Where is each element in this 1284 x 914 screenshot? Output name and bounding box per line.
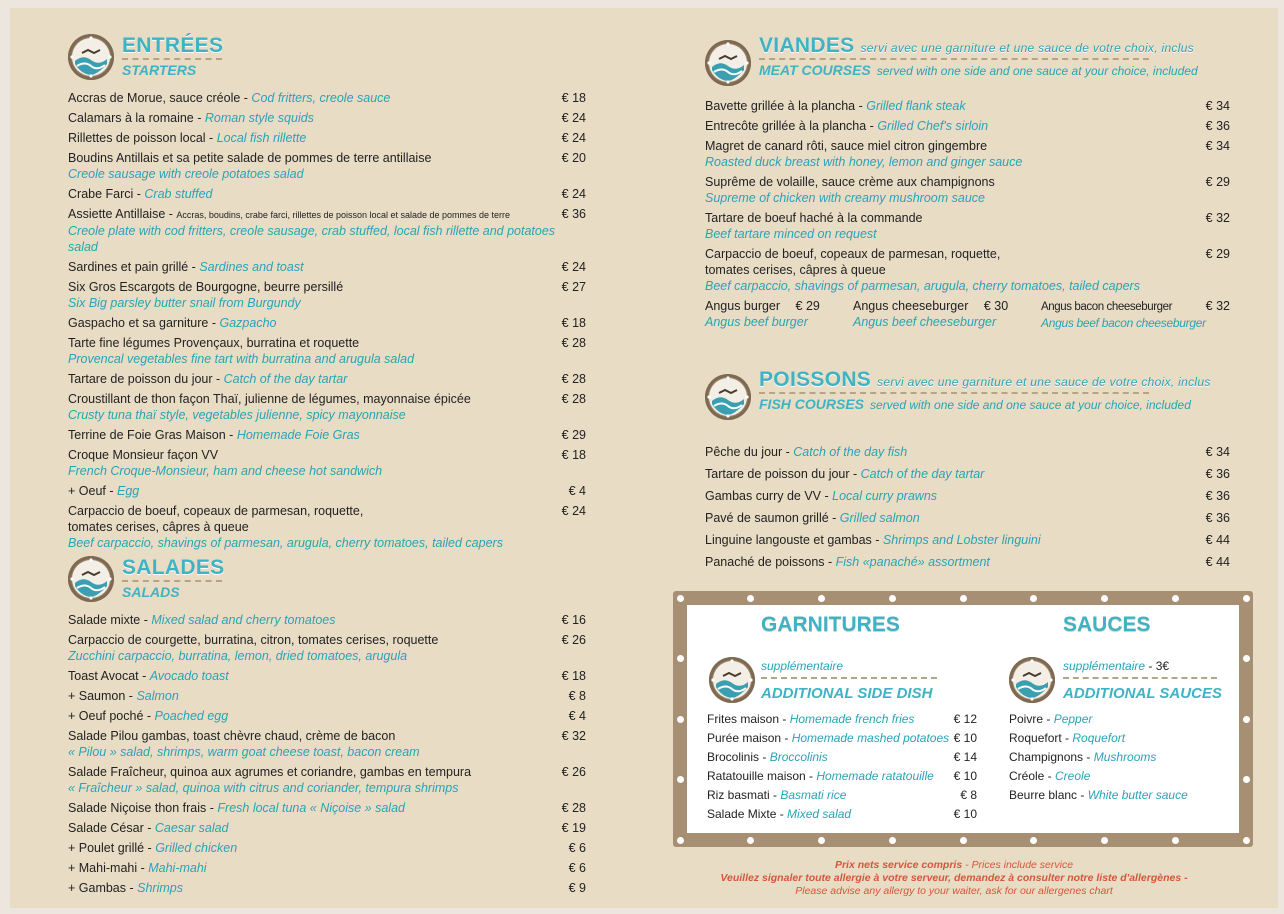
burger-fr: Angus cheeseburger	[853, 299, 969, 313]
item-name-fr: Gaspacho et sa garniture -	[68, 316, 220, 330]
menu-item	[68, 860, 586, 876]
item-name-fr: + Mahi-mahi -	[68, 861, 149, 875]
frame-dot	[747, 837, 754, 844]
item-name-fr: Pavé de saumon grillé -	[705, 511, 840, 525]
item-name-en: Six Big parsley butter snail from Burgundy	[68, 296, 301, 310]
frame-dot	[1243, 776, 1250, 783]
item-name-fr: + Saumon -	[68, 689, 137, 703]
poissons-section	[705, 368, 1230, 576]
item-price: € 34	[1205, 99, 1230, 113]
poissons-subnote: served with one side and one sauce at your choice, included	[870, 398, 1191, 412]
item-name-en: Roman style squids	[204, 111, 314, 125]
item-price: € 28	[561, 336, 586, 350]
boat-wave-logo-icon	[709, 657, 755, 703]
item-price: € 34	[1205, 139, 1230, 153]
item-name-fr: Tartare de poisson du jour -	[68, 372, 224, 386]
menu-item	[68, 708, 586, 724]
item-name-en: Supreme of chicken with creamy mushroom sauce	[705, 191, 985, 205]
item-price: € 18	[561, 91, 586, 105]
divider	[1063, 677, 1217, 679]
viandes-header	[705, 34, 1230, 92]
sauces-title: SAUCES	[1063, 613, 1151, 636]
item-name-en: Grilled chicken	[155, 841, 238, 855]
item-name-fr: Salade mixte -	[68, 613, 152, 627]
sauces-sup-text: supplémentaire	[1063, 659, 1146, 673]
viandes-subtitle	[759, 62, 1198, 78]
salades-section	[68, 556, 586, 900]
item-price: € 20	[561, 151, 586, 165]
menu-item	[705, 138, 1230, 170]
entrees-title: ENTRÉES	[122, 34, 224, 57]
item-price: € 28	[561, 372, 586, 386]
menu-item	[68, 820, 586, 836]
menu-item	[68, 668, 586, 684]
item-name-fr: Magret de canard rôti, sauce miel citron gingembre	[705, 139, 988, 153]
item-name-en: « Pilou » salad, shrimps, warm goat cheese toast, bacon cream	[68, 745, 420, 759]
item-price: € 32	[561, 729, 586, 743]
item-name-en: Catch of the day fish	[793, 445, 908, 459]
item-name-fr: Croustillant de thon façon Thaï, julienne de légumes, mayonnaise épicée	[68, 392, 471, 406]
item-name-en: Creole	[1055, 769, 1091, 783]
item-name-en: Mushrooms	[1093, 750, 1157, 764]
item-name-fr: Carpaccio de boeuf, copeaux de parmesan, roquette,	[705, 247, 1001, 261]
burger-item	[1041, 298, 1230, 331]
menu-item	[705, 210, 1230, 242]
garnitures-sup: supplémentaire	[761, 659, 844, 673]
sauces-sup	[1063, 659, 1169, 673]
item-name-en: Mixed salad and cherry tomatoes	[151, 613, 336, 627]
menu-item	[68, 335, 586, 367]
item-name-fr: Boudins Antillais et sa petite salade de pommes de terre antillaise	[68, 151, 432, 165]
item-name-fr: Bavette grillée à la plancha -	[705, 99, 867, 113]
item-price: € 24	[561, 131, 586, 145]
frame-dot	[1172, 837, 1179, 844]
menu-item	[68, 764, 586, 796]
item-name-fr: Sardines et pain grillé -	[68, 260, 200, 274]
viandes-list	[705, 98, 1230, 294]
burger-price: € 32	[1205, 299, 1230, 313]
menu-item	[707, 806, 977, 822]
menu-item	[68, 503, 586, 551]
menu-item	[68, 90, 586, 106]
item-price: € 29	[1205, 247, 1230, 261]
menu-item	[68, 315, 586, 331]
item-name-en: Broccolinis	[769, 750, 828, 764]
menu-item	[68, 728, 586, 760]
item-name-fr: Pêche du jour -	[705, 445, 794, 459]
item-name-fr: Terrine de Foie Gras Maison -	[68, 428, 237, 442]
menu-page	[10, 8, 1278, 908]
garnitures-subtitle: ADDITIONAL SIDE DISH	[761, 685, 933, 702]
item-name-en: Cod fritters, creole sauce	[251, 91, 391, 105]
menu-item	[707, 711, 977, 727]
menu-item	[68, 186, 586, 202]
burger-en: Angus beef bacon cheeseburger	[1041, 316, 1206, 330]
poissons-note: servi avec une garniture et une sauce de votre choix, inclus	[877, 375, 1211, 389]
item-price: € 9	[568, 881, 586, 895]
footer-prices-en: - Prices include service	[962, 859, 1074, 871]
item-name-fr: Calamars à la romaine -	[68, 111, 205, 125]
frame-dot	[1030, 837, 1037, 844]
burger-en: Angus beef burger	[705, 315, 808, 329]
item-price: € 29	[1205, 175, 1230, 189]
sides-sauces-box	[673, 591, 1253, 847]
item-name-fr: Rillettes de poisson local -	[68, 131, 217, 145]
item-name-fr: Créole -	[1009, 769, 1056, 783]
item-name-fr: Beurre blanc -	[1009, 788, 1088, 802]
menu-item	[705, 98, 1230, 114]
item-name-fr: Carpaccio de courgette, burratina, citron, tomates cerises, roquette	[68, 633, 439, 647]
item-name-fr: Tartare de boeuf haché à la commande	[705, 211, 923, 225]
item-price: € 36	[1205, 119, 1230, 133]
item-name-fr-cont: tomates cerises, câpres à queue	[68, 520, 249, 534]
item-name-en: Creole plate with cod fritters, creole sausage, crab stuffed, local fish rillette and potatoes salad	[68, 224, 556, 254]
item-name-en: Poached egg	[154, 709, 229, 723]
menu-item	[68, 259, 586, 275]
item-name-en: « Fraîcheur » salad, quinoa with citrus and coriander, tempura shrimps	[68, 781, 459, 795]
poissons-subtitle	[759, 396, 1191, 412]
item-name-en: Egg	[116, 484, 140, 498]
frame-dot	[677, 837, 684, 844]
frame-dot	[1172, 595, 1179, 602]
frame-dot	[1243, 716, 1250, 723]
frame-dot	[1243, 595, 1250, 602]
item-name-en: Local curry prawns	[832, 489, 938, 503]
item-name-fr: Tarte fine légumes Provençaux, burratina et roquette	[68, 336, 360, 350]
item-name-fr: Poivre -	[1009, 712, 1054, 726]
viandes-section	[705, 34, 1230, 332]
menu-item	[68, 391, 586, 423]
sides-sauces-panel	[687, 605, 1239, 833]
item-name-fr: Croque Monsieur façon VV	[68, 448, 219, 462]
entrees-header	[68, 34, 586, 86]
poissons-title-text: POISSONS	[759, 368, 872, 391]
item-price: € 36	[1205, 467, 1230, 481]
item-price: € 10	[953, 731, 977, 745]
item-price: € 10	[953, 769, 977, 783]
item-name-fr: Riz basmati -	[707, 788, 781, 802]
item-name-en: Beef carpaccio, shavings of parmesan, arugula, cherry tomatoes, tailed capers	[705, 279, 1140, 293]
boat-wave-logo-icon	[1009, 657, 1055, 703]
garnitures-title: GARNITURES	[761, 613, 900, 636]
menu-item	[707, 768, 977, 784]
item-name-fr: Carpaccio de boeuf, copeaux de parmesan, roquette,	[68, 504, 364, 518]
item-price: € 4	[568, 709, 586, 723]
footer-notes	[664, 859, 1244, 898]
item-name-fr: + Oeuf poché -	[68, 709, 155, 723]
item-name-en: Homemade french fries	[789, 712, 915, 726]
frame-dot	[889, 837, 896, 844]
item-name-fr: Suprême de volaille, sauce crème aux champignons	[705, 175, 995, 189]
footer-line3: Please advise any allergy to your waiter, ask for our allergenes chart	[795, 885, 1113, 897]
item-name-en: Sardines and toast	[199, 260, 304, 274]
item-name-en: Grilled salmon	[839, 511, 920, 525]
menu-item	[1009, 749, 1229, 765]
item-price: € 27	[561, 280, 586, 294]
item-name-fr: Roquefort -	[1009, 731, 1073, 745]
item-price: € 18	[561, 316, 586, 330]
item-price: € 6	[568, 861, 586, 875]
frame-dot	[960, 837, 967, 844]
sauces-subtitle: ADDITIONAL SAUCES	[1063, 685, 1222, 702]
boat-wave-logo-icon	[68, 556, 114, 602]
sauces-sup-price: - 3€	[1145, 659, 1170, 673]
item-name-en: Grilled Chef's sirloin	[877, 119, 989, 133]
item-price: € 6	[568, 841, 586, 855]
item-name-fr: Panaché de poissons -	[705, 555, 836, 569]
item-price: € 14	[953, 750, 977, 764]
burger-fr: Angus bacon cheeseburger	[1041, 301, 1173, 313]
item-name-en: Mahi-mahi	[148, 861, 207, 875]
menu-item	[707, 787, 977, 803]
item-name-fr: Purée maison -	[707, 731, 792, 745]
divider	[761, 677, 937, 679]
menu-item	[68, 371, 586, 387]
item-price: € 44	[1205, 555, 1230, 569]
menu-item	[705, 174, 1230, 206]
item-name-fr: Brocolinis -	[707, 750, 770, 764]
item-name-en: Pepper	[1053, 712, 1093, 726]
item-name-fr: + Oeuf -	[68, 484, 117, 498]
burger-price: € 30	[983, 299, 1009, 313]
menu-item	[705, 466, 1230, 482]
divider	[759, 58, 1149, 60]
item-name-fr: Salade César -	[68, 821, 155, 835]
item-price: € 24	[561, 187, 586, 201]
viandes-note: servi avec une garniture et une sauce de votre choix, inclus	[860, 41, 1194, 55]
item-name-fr: Salade Fraîcheur, quinoa aux agrumes et coriandre, gambas en tempura	[68, 765, 472, 779]
divider	[122, 58, 222, 60]
item-price: € 8	[568, 689, 586, 703]
poissons-list	[705, 444, 1230, 570]
sauces-list	[1009, 711, 1229, 806]
viandes-subnote: served with one side and one sauce at your choice, included	[876, 64, 1198, 78]
item-name-en: Fish «panaché» assortment	[835, 555, 990, 569]
item-name-en: Local fish rillette	[216, 131, 307, 145]
item-name-en: Crusty tuna thaï style, vegetables julienne, spicy mayonnaise	[68, 408, 406, 422]
frame-dot	[960, 595, 967, 602]
item-name-en: Gazpacho	[219, 316, 277, 330]
item-name-fr: Salade Niçoise thon frais -	[68, 801, 218, 815]
menu-item	[68, 279, 586, 311]
menu-item	[68, 130, 586, 146]
item-name-fr: Ratatouille maison -	[707, 769, 817, 783]
item-name-en: Roasted duck breast with honey, lemon and ginger sauce	[705, 155, 1023, 169]
menu-item	[1009, 787, 1229, 803]
menu-item	[1009, 768, 1229, 784]
burger-item	[705, 298, 820, 330]
item-price: € 28	[561, 392, 586, 406]
frame-dot	[677, 595, 684, 602]
menu-item	[68, 110, 586, 126]
item-price: € 34	[1205, 445, 1230, 459]
item-price: € 36	[1205, 489, 1230, 503]
item-price: € 24	[561, 504, 586, 518]
item-price: € 18	[561, 669, 586, 683]
item-name-fr-cont: tomates cerises, câpres à queue	[705, 263, 886, 277]
frame-dot	[677, 716, 684, 723]
frame-dot	[889, 595, 896, 602]
item-price: € 4	[568, 484, 586, 498]
item-name-en: Caesar salad	[154, 821, 229, 835]
frame-dot	[1101, 837, 1108, 844]
item-name-en: Salmon	[136, 689, 179, 703]
item-name-en: Shrimps and Lobster linguini	[882, 533, 1041, 547]
menu-item	[705, 488, 1230, 504]
burger-en: Angus beef cheeseburger	[853, 315, 997, 329]
item-name-en: Roquefort	[1072, 731, 1126, 745]
burger-row	[705, 298, 1230, 332]
boat-wave-logo-icon	[705, 40, 751, 86]
item-price: € 36	[1205, 511, 1230, 525]
frame-dot	[747, 595, 754, 602]
menu-item	[707, 730, 977, 746]
frame-dot	[818, 595, 825, 602]
item-price: € 28	[561, 801, 586, 815]
item-name-fr: Gambas curry de VV -	[705, 489, 833, 503]
menu-item	[68, 483, 586, 499]
item-price: € 29	[561, 428, 586, 442]
item-name-en: Crab stuffed	[144, 187, 213, 201]
salades-title: SALADES	[122, 556, 225, 579]
item-name-en: Avocado toast	[149, 669, 229, 683]
item-name-en: Beef tartare minced on request	[705, 227, 877, 241]
poissons-header	[705, 368, 1230, 430]
item-price: € 12	[953, 712, 977, 726]
item-price: € 8	[960, 788, 977, 802]
menu-item	[705, 532, 1230, 548]
item-name-fr: Assiette Antillaise -	[68, 207, 177, 221]
frame-dot	[818, 837, 825, 844]
menu-item	[68, 447, 586, 479]
item-name-fr: Toast Avocat -	[68, 669, 150, 683]
item-price: € 26	[561, 765, 586, 779]
item-name-en: Creole sausage with creole potatoes salad	[68, 167, 304, 181]
item-name-fr: Crabe Farci -	[68, 187, 145, 201]
salades-header	[68, 556, 586, 608]
item-price: € 19	[561, 821, 586, 835]
menu-item	[68, 800, 586, 816]
item-name-en: White butter sauce	[1087, 788, 1188, 802]
item-name-en: Grilled flank steak	[866, 99, 966, 113]
item-name-en: Basmati rice	[780, 788, 847, 802]
divider	[122, 580, 222, 582]
boat-wave-logo-icon	[705, 374, 751, 420]
viandes-title-text: VIANDES	[759, 34, 855, 57]
item-name-fr: Entrecôte grillée à la plancha -	[705, 119, 878, 133]
item-name-en: Zucchini carpaccio, burratina, lemon, dried tomatoes, arugula	[68, 649, 408, 663]
menu-item	[705, 510, 1230, 526]
item-name-en: Fresh local tuna « Niçoise » salad	[217, 801, 405, 815]
burger-fr: Angus burger	[705, 299, 781, 313]
viandes-title	[759, 34, 1194, 58]
item-name-en: French Croque-Monsieur, ham and cheese hot sandwich	[68, 464, 383, 478]
menu-item	[705, 118, 1230, 134]
item-price: € 18	[561, 448, 586, 462]
menu-item	[68, 688, 586, 704]
item-name-en: Homemade Foie Gras	[236, 428, 360, 442]
item-name-fr: Six Gros Escargots de Bourgogne, beurre persillé	[68, 280, 344, 294]
item-name-fr: Accras de Morue, sauce créole -	[68, 91, 252, 105]
menu-item	[705, 554, 1230, 570]
frame-dot	[1101, 595, 1108, 602]
item-price: € 32	[1205, 211, 1230, 225]
footer-line1	[664, 859, 1244, 872]
entrees-list	[68, 90, 586, 551]
divider	[759, 392, 1149, 394]
item-name-fr: + Poulet grillé -	[68, 841, 156, 855]
item-price: € 24	[561, 111, 586, 125]
item-name-fr: Champignons -	[1009, 750, 1094, 764]
menu-item	[1009, 730, 1229, 746]
item-name-en: Homemade ratatouille	[816, 769, 934, 783]
entrees-subtitle: STARTERS	[122, 62, 197, 78]
menu-item	[68, 206, 586, 255]
item-name-en: Provencal vegetables fine tart with burratina and arugula salad	[68, 352, 415, 366]
item-name-fr: Salade Pilou gambas, toast chèvre chaud, crème de bacon	[68, 729, 396, 743]
frame-dot	[1243, 655, 1250, 662]
item-price: € 44	[1205, 533, 1230, 547]
menu-item	[68, 880, 586, 896]
menu-item	[68, 612, 586, 628]
frame-dot	[677, 655, 684, 662]
menu-item	[705, 246, 1230, 294]
menu-item	[68, 632, 586, 664]
poissons-subtitle-text: FISH COURSES	[759, 396, 865, 412]
item-price: € 10	[953, 807, 977, 821]
frame-dot	[677, 776, 684, 783]
item-name-en: Shrimps	[137, 881, 183, 895]
item-name-en: Catch of the day tartar	[860, 467, 985, 481]
salades-subtitle: SALADS	[122, 584, 180, 600]
poissons-title	[759, 368, 1211, 392]
menu-item	[68, 427, 586, 443]
entrees-section	[68, 34, 586, 555]
footer-line2: Veuillez signaler toute allergie à votre serveur, demandez à consulter notre liste d'allergènes -	[720, 872, 1188, 884]
boat-wave-logo-icon	[68, 34, 114, 80]
menu-item	[68, 840, 586, 856]
menu-item	[707, 749, 977, 765]
item-name-fr: Salade Mixte -	[707, 807, 788, 821]
item-price: € 16	[561, 613, 586, 627]
menu-item	[68, 150, 586, 182]
frame-dot	[1243, 837, 1250, 844]
salades-list	[68, 612, 586, 896]
item-price: € 36	[561, 207, 586, 221]
garnitures-list	[707, 711, 977, 825]
item-name-fr: Tartare de poisson du jour -	[705, 467, 861, 481]
item-name-fr: + Gambas -	[68, 881, 138, 895]
item-price: € 24	[561, 260, 586, 274]
frame-dot	[1030, 595, 1037, 602]
item-name-en: Catch of the day tartar	[223, 372, 348, 386]
menu-item	[705, 444, 1230, 460]
item-price: € 26	[561, 633, 586, 647]
item-detail-fr: Accras, boudins, crabe farci, rillettes de poisson local et salade de pommes de terre	[176, 210, 511, 220]
item-name-fr: Linguine langouste et gambas -	[705, 533, 883, 547]
item-name-en: Mixed salad	[787, 807, 852, 821]
footer-prices-fr: Prix nets service compris	[834, 859, 963, 871]
viandes-subtitle-text: MEAT COURSES	[759, 62, 871, 78]
burger-item	[853, 298, 1008, 330]
item-name-en: Beef carpaccio, shavings of parmesan, arugula, cherry tomatoes, tailed capers	[68, 536, 503, 550]
burger-price: € 29	[795, 299, 820, 313]
item-name-en: Homemade mashed potatoes	[791, 731, 950, 745]
item-name-fr: Frites maison -	[707, 712, 790, 726]
menu-item	[1009, 711, 1229, 727]
